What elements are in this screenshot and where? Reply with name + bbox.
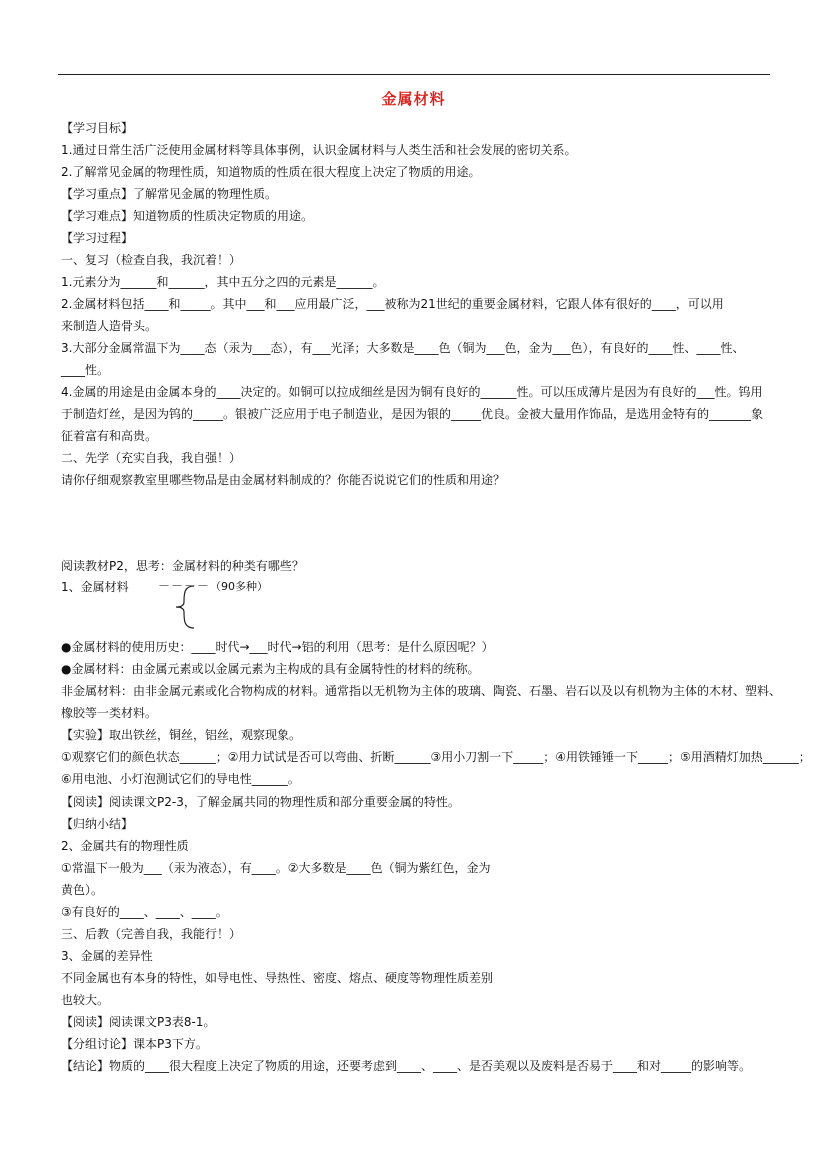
header-rule <box>58 74 770 75</box>
text-line: 【实验】取出铁丝，铜丝，铝丝，观察现象。 <box>61 728 302 742</box>
text-line: 【阅读】阅读课文P2-3，了解金属共同的物理性质和部分重要金属的特性。 <box>61 795 460 809</box>
text-line: 三、后教（完善自我，我能行！） <box>61 927 242 941</box>
text-line: 阅读教材P2，思考：金属材料的种类有哪些？ <box>61 559 304 573</box>
text-line: 【学习目标】 <box>61 121 134 135</box>
text-line: ____性。 <box>61 363 110 377</box>
text-line: 2、金属共有的物理性质 <box>61 839 189 853</box>
text-line: ●金属材料的使用历史：____时代→___时代→铝的利用（思考：是什么原因呢？） <box>61 640 494 654</box>
text-line: 1、金属材料 <box>61 580 129 594</box>
text-line: 4.金属的用途是由金属本身的____决定的。如铜可以拉成细丝是因为铜有良好的______性。可以压成薄片是因为有良好的___性。钨用 <box>61 385 763 399</box>
text-line: 【学习重点】了解常见金属的物理性质。 <box>61 187 278 201</box>
text-line: 【阅读】阅读课文P3表8-1。 <box>61 1015 216 1029</box>
text-line: 于制造灯丝，是因为钨的_____。银被广泛应用于电子制造业，是因为银的_____优良。金被大量用作饰品，是选用金特有的_______象 <box>61 407 764 421</box>
text-line: 2.金属材料包括____和_____。其中___和___应用最广泛，___被称为21世纪的重要金属材料，它跟人体有很好的____，可以用 <box>61 297 724 311</box>
text-line: 请你仔细观察教室里哪些物品是由金属材料制成的？你能否说说它们的性质和用途？ <box>61 473 506 487</box>
text-line: 1.元素分为______和______，其中五分之四的元素是______。 <box>61 275 385 289</box>
text-line: 黄色）。 <box>61 883 104 897</box>
classification-brace-icon <box>170 584 200 630</box>
text-line: 来制造人造骨头。 <box>61 319 158 333</box>
text-line: 【分组讨论】课本P3下方。 <box>61 1037 208 1051</box>
text-line: 【归纳小结】 <box>61 817 134 831</box>
text-line: 3、金属的差异性 <box>61 949 153 963</box>
text-line: 橡胶等一类材料。 <box>61 706 158 720</box>
metal-kinds-note: （90多种） <box>210 580 268 593</box>
text-line: 【学习难点】知道物质的性质决定物质的用途。 <box>61 209 314 223</box>
text-line: ⑥用电池、小灯泡测试它们的导电性______。 <box>61 772 300 786</box>
text-line: ●金属材料：由金属元素或以金属元素为主构成的具有金属特性的材料的统称。 <box>61 662 480 676</box>
text-line: 不同金属也有本身的特性，如导电性、导热性、密度、熔点、硬度等物理性质差别 <box>61 971 494 985</box>
text-line: ③有良好的____、____、____。 <box>61 905 228 919</box>
text-line: ①观察它们的颜色状态______；②用力试试是否可以弯曲、折断______③用小刀割一下_____；④用铁锤锤一下_____；⑤用酒精灯加热______； <box>61 750 811 764</box>
text-line: ①常温下一般为___（汞为液态），有____。②大多数是____色（铜为紫红色，金为 <box>61 861 491 875</box>
text-line: 【学习过程】 <box>61 231 134 245</box>
metal-kinds-dash: －－－－ <box>158 579 211 593</box>
page-title: 金属材料 <box>381 90 446 108</box>
text-line: 非金属材料：由非金属元素或化合物构成的材料。通常指以无机物为主体的玻璃、陶瓷、石墨、岩石以及以有机物为主体的木材、塑料、 <box>61 684 782 698</box>
text-line: 2.了解常见金属的物理性质，知道物质的性质在很大程度上决定了物质的用途。 <box>61 165 481 179</box>
text-line: 二、先学（充实自我，我自强！） <box>61 451 242 465</box>
text-line: 【结论】物质的____很大程度上决定了物质的用途，还要考虑到____、____、是否美观以及废料是否易于____和对_____的影响等。 <box>61 1059 752 1073</box>
text-line: 征着富有和高贵。 <box>61 429 158 443</box>
text-line: 3.大部分金属常温下为____态（汞为___态），有___光泽；大多数是____色（铜为___色，金为___色），有良好的____性、____性、 <box>61 341 745 355</box>
text-line: 一、复习（检查自我，我沉着！） <box>61 253 242 267</box>
text-line: 也较大。 <box>61 993 110 1007</box>
text-line: 1.通过日常生活广泛使用金属材料等具体事例，认识金属材料与人类生活和社会发展的密切关系。 <box>61 143 577 157</box>
